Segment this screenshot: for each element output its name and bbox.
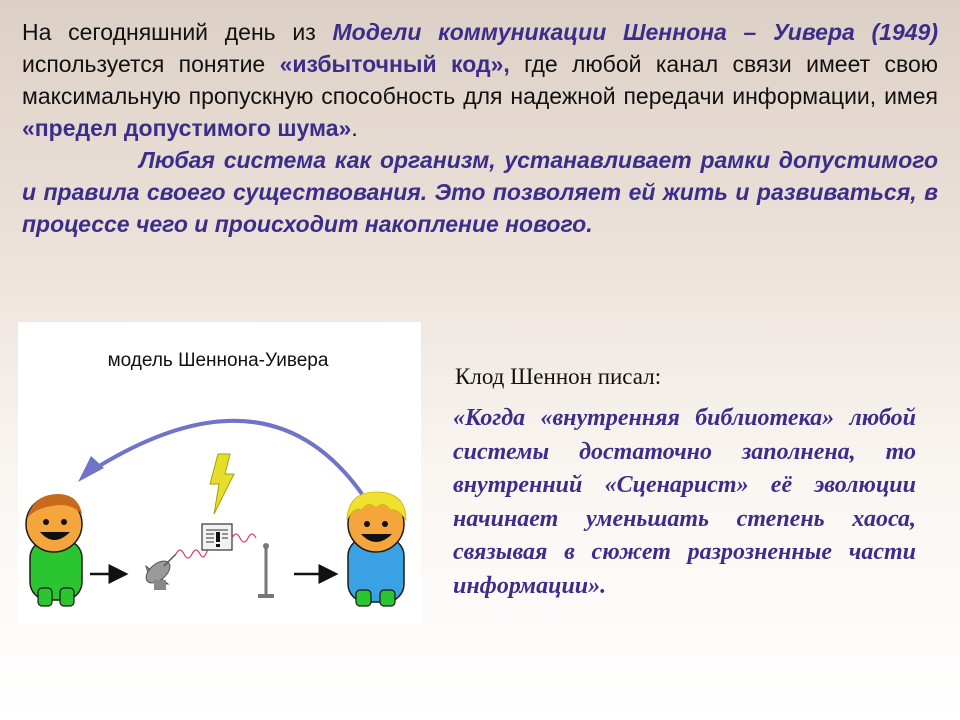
model-name-emphasis: Модели коммуникации Шеннона – Уивера (1949) <box>332 19 938 45</box>
antenna-icon <box>258 543 274 598</box>
system-paragraph: Любая система как организм, устанавливает рамки допустимого и правила своего существования. Это позволяет ей жить и развиваться, в процессе чего и происходит накопление нового. <box>22 147 938 237</box>
shannon-weaver-diagram <box>18 322 421 624</box>
redundant-code-term: «избыточный код», <box>279 51 510 77</box>
quote-author: Клод Шеннон писал: <box>455 364 662 389</box>
intro-paragraph <box>22 16 938 144</box>
shannon-quote <box>453 402 916 604</box>
quote-body: «Когда «внутренняя библиотека» любой системы достаточно заполнена, то внутренний «Сценарист» её эволюции начинает уменьшать степень хаоса, связывая в сюжет разрозненные части информации». <box>453 405 916 599</box>
satellite-dish-icon <box>142 554 176 590</box>
sender-person <box>26 494 82 606</box>
diagram-title: модель Шеннона-Уивера <box>107 350 329 371</box>
diagram-canvas <box>18 322 421 624</box>
intro-text-2: используется понятие <box>22 51 280 77</box>
intro-text-4: . <box>351 115 358 141</box>
noise-document-icon <box>202 524 232 550</box>
noise-limit-term: «предел допустимого шума» <box>22 115 352 141</box>
intro-text-1: На сегодняшний день из <box>22 19 333 45</box>
intro-text-3: где любой канал связи имеет свою максимальную пропускную способность для надежной передачи информации, имея <box>22 51 938 109</box>
lightning-icon <box>210 454 234 514</box>
receiver-person <box>347 492 406 606</box>
signal-wave-2 <box>232 534 256 542</box>
